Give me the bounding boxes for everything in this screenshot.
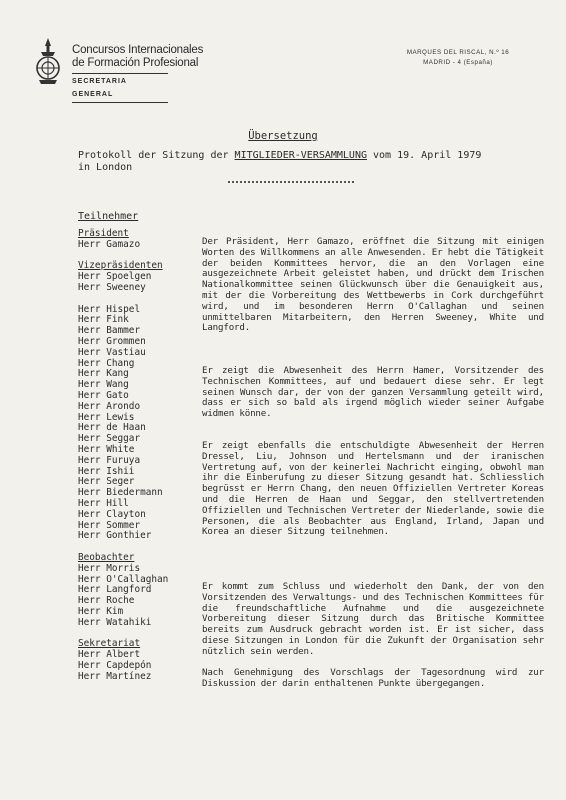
participant-name: Herr Clayton	[78, 508, 146, 520]
participant-name: Herr Kang	[78, 368, 129, 380]
participant-name: Herr Wang	[78, 379, 129, 391]
paragraph-excused-absences: Er zeigt ebenfalls die entschuldigte Abwesenheit der Herren Dressel, Liu, Johnson und Hertelsmann und der iranischen Vertretung auf, von der keinerlei Nachricht einging, obwohl man ihr die Einberufung zu dieser Sitzung gesandt hat. Schliesslich begrüsst er Herrn Chang, den neuen Offiziellen Vertreter Koreas und die Herren de Haan und Seggar, den stellvertretenden Offiziellen und Technischen Vertreter der Niederlande, sowie die Personen, die als Beobachter aus England, Irland, Japan und Korea an dieser Sitzung teilnehmen.	[202, 441, 544, 538]
org-name-line1: Concursos Internacionales	[72, 44, 204, 56]
participant-name: Herr Seger	[78, 476, 135, 488]
participant-name: Herr Vastiau	[78, 346, 146, 358]
participant-group-title: Beobachter	[78, 551, 135, 563]
participant-name: Herr Seggar	[78, 433, 141, 445]
participant-name: Herr Hispel	[78, 303, 141, 315]
paragraph-conclusion: Er kommt zum Schluss und wiederholt den Dank, der von den Vorsitzenden des Verwaltungs- und des Technischen Kommittees für die freundschaftliche Aufnahme und die ausgezeichnete Vorbereitung dieser Sitzung durch das Britische Kommittee bereits zum Ausdruck gebracht worden ist. Er ist sicher, dass diese Sitzungen in London für die Zukunft der Organisation sehr nützlich sein werden.	[202, 582, 544, 657]
participant-name: Herr Capdepón	[78, 659, 152, 671]
protocol-text-after: vom 19. April 1979	[367, 150, 482, 161]
participant-group-title: Vizepräsidenten	[78, 260, 163, 272]
participant-group-title: Sekretariat	[78, 638, 141, 650]
participant-name: Herr Sommer	[78, 519, 141, 531]
participant-name: Herr Sweeney	[78, 281, 146, 293]
address-block	[398, 48, 518, 68]
participant-name: Herr Albert	[78, 649, 141, 661]
participant-name: Herr Kim	[78, 605, 124, 617]
address-line1: MARQUES DEL RISCAL, N.º 16	[406, 49, 510, 56]
organization-name	[72, 44, 203, 103]
participant-name: Herr Fink	[78, 314, 129, 326]
participant-name: Herr Hill	[78, 497, 129, 509]
protocol-title	[78, 150, 538, 174]
group-spacer	[78, 294, 198, 305]
participant-name: Herr O'Callaghan	[78, 573, 169, 585]
participant-name: Herr Martínez	[78, 670, 152, 682]
protocol-text-before: Protokoll der Sitzung der	[78, 150, 235, 161]
participant-name: Herr Gonthier	[78, 530, 152, 542]
participant-group-title: Präsident	[78, 228, 129, 239]
participant-name: Herr Gamazo	[78, 238, 141, 250]
protocol-highlight: MITGLIEDER-VERSAMMLUNG	[234, 150, 367, 161]
document-heading: Übersetzung	[248, 130, 318, 142]
participant-name: Herr Biedermann	[78, 487, 163, 499]
participant-name: Herr Morris	[78, 562, 141, 574]
participant-name: Herr Grommen	[78, 335, 146, 347]
protocol-location: in London	[78, 162, 133, 173]
participant-name: Herr Arondo	[78, 400, 141, 412]
participant-name: Herr Gato	[78, 389, 129, 401]
address-line2: MADRID - 4 (España)	[423, 59, 493, 66]
participant-name: Herr Bammer	[78, 325, 141, 337]
participant-name: Herr Roche	[78, 595, 135, 607]
participant-name: Herr White	[78, 443, 135, 455]
participants-heading: Teilnehmer	[78, 211, 139, 222]
participants-list	[78, 229, 198, 682]
participant-name: Herr Watahiki	[78, 616, 152, 628]
participant-name: Herr Ishii	[78, 465, 135, 477]
participant-name: Herr Furuya	[78, 454, 141, 466]
org-name-line2: de Formación Profesional	[72, 57, 199, 69]
paragraph-absence-hamer: Er zeigt die Abwesenheit des Herrn Hamer, Vorsitzender des Technischen Kommittees, auf und bedauert diese sehr. Er legt seinen Wunsch dar, der von der ganzen Versammlung geteilt wird, dass er sich so bald als irgend möglich wieder seiner Aufgabe widmen könne.	[202, 366, 544, 420]
department-name: SECRETARIA GENERAL	[72, 73, 168, 103]
paragraph-agenda: Nach Genehmigung des Vorschlags der Tagesordnung wird zur Diskussion der darin enthaltenen Punkte übergegangen.	[202, 668, 544, 689]
participant-name: Herr Spoelgen	[78, 271, 152, 283]
participant-name: Herr Lewis	[78, 411, 135, 423]
title-divider	[228, 181, 354, 183]
participant-name: Herr de Haan	[78, 422, 146, 434]
paragraph-opening: Der Präsident, Herr Gamazo, eröffnet die Sitzung mit einigen Worten des Willkommens an alle Anwesenden. Er hebt die Tätigkeit der beiden Kommittees hervor, die an den Vorlagen eine ausgezeichnete Arbeit geleistet haben, und drückt dem Irischen Nationalkommittee seinen Glückwunsch über die Genauigkeit aus, mit der die Vorbereitung des Wettbewerbs in Cork durchgeführt wird, und im besonderen Herrn O'Callaghan und seinen unmittelbaren Mitarbeitern, den Herren Sweeney, White und Langford.	[202, 237, 544, 334]
participant-name: Herr Langford	[78, 584, 152, 596]
organization-logo-icon	[33, 36, 63, 86]
participant-name: Herr Chang	[78, 357, 135, 369]
